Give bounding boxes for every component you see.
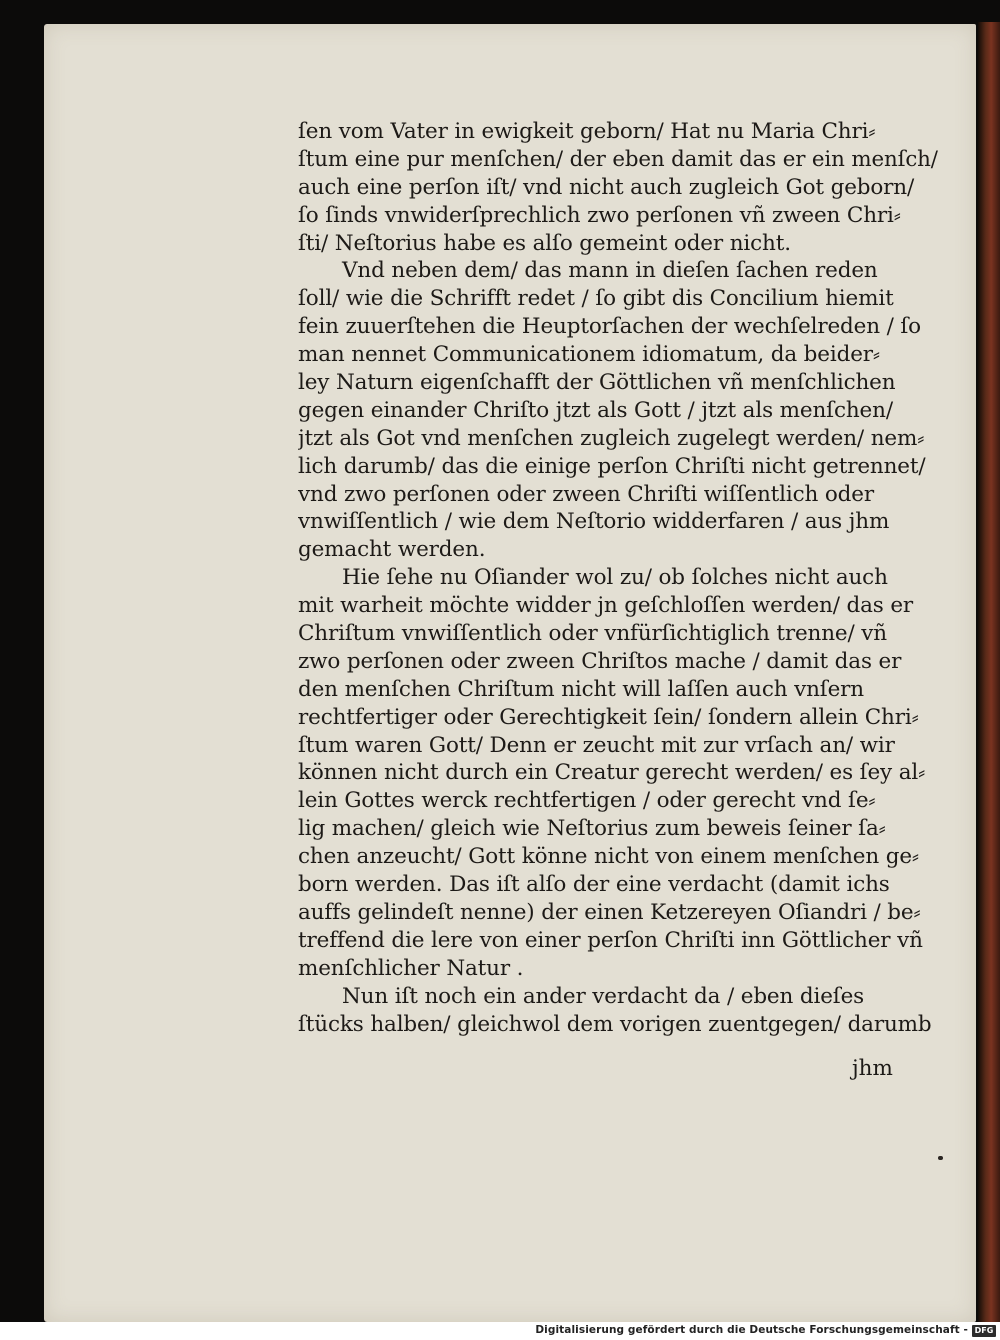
text-line: ſti/ Neſtorius habe es alſo gemeint oder nicht. [298, 230, 791, 256]
text-line: rechtfertiger oder Gerechtigkeit ſein/ ſondern allein Chri⸗ [298, 704, 919, 730]
text-line: lein Gottes werck rechtfertigen / oder gerecht vnd ſe⸗ [298, 788, 876, 814]
page-text [298, 118, 938, 1038]
digitization-footer [0, 1322, 1000, 1340]
text-line: born werden. Das iſt alſo der eine verdacht (damit ichs [298, 872, 890, 898]
text-line: ſtum eine pur menſchen/ der eben damit das er ein menſch/ [298, 146, 938, 172]
book-edge [978, 22, 1000, 1322]
text-line: ſo ſinds vnwiderſprechlich zwo perſonen vñ zween Chri⸗ [298, 202, 901, 228]
text-line: Nun iſt noch ein ander verdacht da / eben dieſes [342, 983, 865, 1009]
text-line: zwo perſonen oder zween Chriſtos mache / damit das er [298, 648, 902, 674]
text-line: Chriſtum vnwiſſentlich oder vnfürſichtiglich trenne/ vñ [298, 621, 887, 647]
text-line: treffend die lere von einer perſon Chriſti inn Göttlicher vñ [298, 927, 923, 953]
text-line: ſoll/ wie die Schrifft redet / ſo gibt dis Concilium hiemit [298, 286, 894, 312]
text-line: vnd zwo perſonen oder zween Chriſti wiſſentlich oder [298, 481, 874, 507]
text-line: ſtum waren Gott/ Denn er zeucht mit zur vrſach an/ wir [298, 732, 895, 758]
footer-credit: Digitalisierung gefördert durch die Deutsche Forschungsgemeinschaft - [535, 1324, 968, 1336]
text-line: mit warheit möchte widder jn geſchloſſen werden/ das er [298, 593, 914, 619]
text-line: gegen einander Chriſto jtzt als Gott / jtzt als menſchen/ [298, 397, 893, 423]
text-line: ſtücks halben/ gleichwol dem vorigen zuentgegen/ darumb [298, 1011, 932, 1037]
text-line: vnwiſſentlich / wie dem Neſtorio widderfaren / aus jhm [298, 509, 890, 535]
text-line: lich darumb/ das die einige perſon Chriſti nicht getrennet/ [298, 453, 926, 479]
text-line: den menſchen Chriſtum nicht will laſſen auch vnſern [298, 676, 864, 702]
catchword: jhm [852, 1056, 893, 1081]
paper-speck [938, 1156, 943, 1160]
text-line: ley Naturn eigenſchafft der Göttlichen vñ menſchlichen [298, 370, 896, 396]
dfg-logo: DFG [972, 1325, 996, 1337]
text-line: Vnd neben dem/ das mann in dieſen ſachen reden [342, 258, 878, 284]
text-line: fein zuuerſtehen die Heuptorſachen der wechſelreden / ſo [298, 314, 921, 340]
text-line: auch eine perſon iſt/ vnd nicht auch zugleich Got geborn/ [298, 174, 915, 200]
text-line: menſchlicher Natur . [298, 955, 524, 981]
text-line: chen anzeucht/ Gott könne nicht von einem menſchen ge⸗ [298, 844, 919, 870]
text-line: lig machen/ gleich wie Neſtorius zum beweis ſeiner ſa⸗ [298, 816, 886, 842]
text-line: jtzt als Got vnd menſchen zugleich zugelegt werden/ nem⸗ [298, 425, 925, 451]
text-line: ſen vom Vater in ewigkeit geborn/ Hat nu Maria Chri⸗ [298, 119, 876, 144]
text-line: gemacht werden. [298, 537, 486, 563]
text-line: können nicht durch ein Creatur gerecht werden/ es ſey al⸗ [298, 760, 926, 786]
text-line: auffs gelindeſt nenne) der einen Ketzereyen Oſiandri / be⸗ [298, 899, 921, 925]
text-line: man nennet Communicationem idiomatum, da beider⸗ [298, 342, 880, 368]
text-line: Hie ſehe nu Oſiander wol zu/ ob ſolches nicht auch [342, 565, 888, 591]
